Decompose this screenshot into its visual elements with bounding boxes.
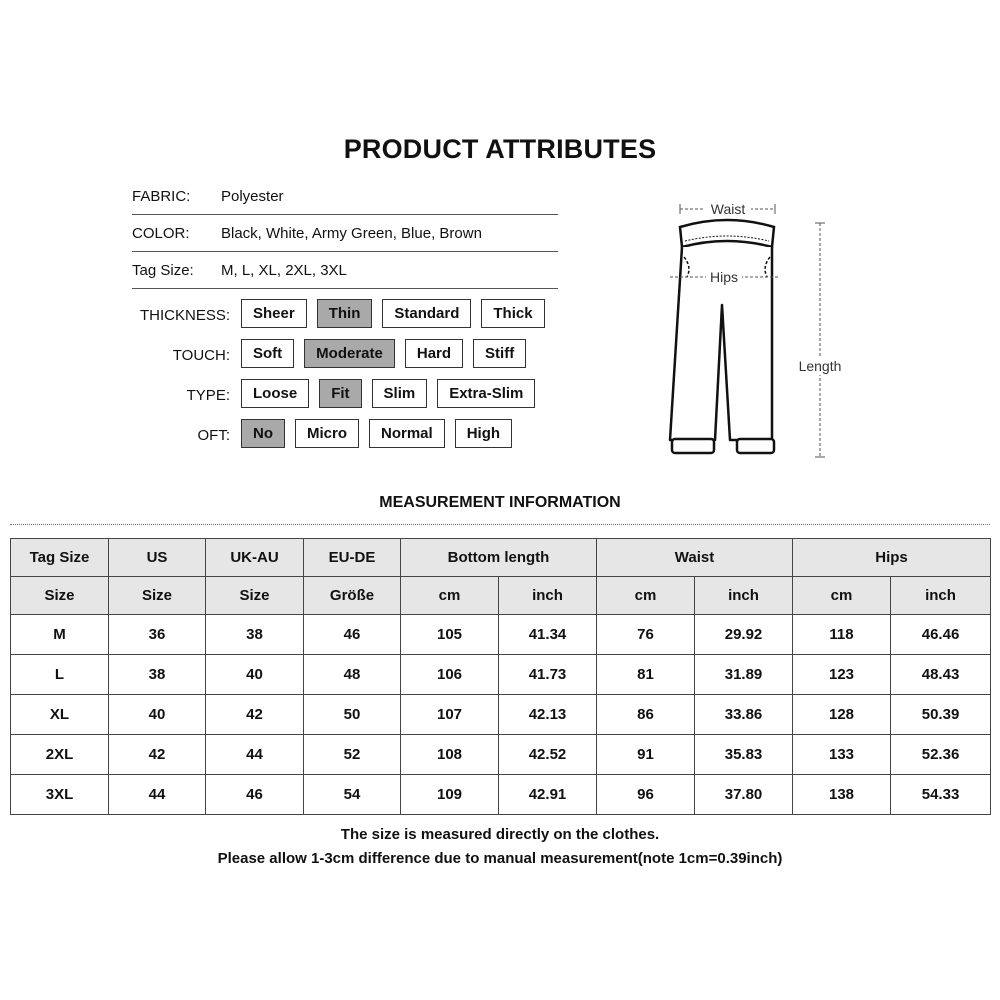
table-cell: XL bbox=[11, 695, 109, 735]
table-cell: 42.91 bbox=[499, 775, 597, 815]
table-subheader-cell: cm bbox=[793, 577, 891, 615]
option-row bbox=[0, 299, 560, 330]
table-cell: 42.52 bbox=[499, 735, 597, 775]
table-cell: L bbox=[11, 655, 109, 695]
divider bbox=[132, 288, 558, 289]
table-cell: 42 bbox=[206, 695, 304, 735]
table-row bbox=[11, 695, 991, 735]
option-row bbox=[0, 379, 560, 410]
option-group bbox=[241, 419, 512, 448]
size-table bbox=[10, 538, 991, 815]
table-cell: 54 bbox=[304, 775, 401, 815]
option-micro[interactable]: Micro bbox=[295, 419, 359, 448]
table-cell: 81 bbox=[597, 655, 695, 695]
attr-label: FABRIC: bbox=[132, 188, 191, 205]
table-cell: 29.92 bbox=[695, 615, 793, 655]
table-cell: 123 bbox=[793, 655, 891, 695]
option-group bbox=[241, 299, 545, 328]
attr-label: Tag Size: bbox=[132, 262, 194, 279]
table-cell: 86 bbox=[597, 695, 695, 735]
table-header-cell: Waist bbox=[597, 539, 793, 577]
table-subheader-row bbox=[11, 577, 991, 615]
attr-label: COLOR: bbox=[132, 225, 190, 242]
table-cell: 31.89 bbox=[695, 655, 793, 695]
option-standard[interactable]: Standard bbox=[382, 299, 471, 328]
option-high[interactable]: High bbox=[455, 419, 512, 448]
table-cell: 133 bbox=[793, 735, 891, 775]
measurement-title: MEASUREMENT INFORMATION bbox=[379, 494, 621, 511]
table-subheader-cell: Size bbox=[109, 577, 206, 615]
table-cell: 44 bbox=[109, 775, 206, 815]
attr-value: Polyester bbox=[221, 188, 284, 205]
table-cell: 91 bbox=[597, 735, 695, 775]
table-cell: 44 bbox=[206, 735, 304, 775]
table-row bbox=[11, 775, 991, 815]
hips-label: Hips bbox=[709, 269, 739, 285]
table-cell: 105 bbox=[401, 615, 499, 655]
table-subheader-cell: inch bbox=[695, 577, 793, 615]
table-cell: M bbox=[11, 615, 109, 655]
table-header-cell: Bottom length bbox=[401, 539, 597, 577]
note-2: Please allow 1-3cm difference due to manual measurement(note 1cm=0.39inch) bbox=[217, 850, 783, 867]
option-row-label: THICKNESS: bbox=[139, 307, 230, 324]
table-row bbox=[11, 735, 991, 775]
table-subheader-cell: inch bbox=[891, 577, 991, 615]
option-row-label: OFT: bbox=[197, 427, 230, 444]
table-header-cell: Hips bbox=[793, 539, 991, 577]
option-sheer[interactable]: Sheer bbox=[241, 299, 307, 328]
table-header-cell: US bbox=[109, 539, 206, 577]
table-subheader-cell: cm bbox=[401, 577, 499, 615]
option-group bbox=[241, 339, 526, 368]
table-header-cell: EU-DE bbox=[304, 539, 401, 577]
table-subheader-cell: Größe bbox=[304, 577, 401, 615]
option-loose[interactable]: Loose bbox=[241, 379, 309, 408]
table-cell: 46 bbox=[206, 775, 304, 815]
table-row bbox=[11, 655, 991, 695]
table-cell: 52.36 bbox=[891, 735, 991, 775]
table-subheader-cell: cm bbox=[597, 577, 695, 615]
table-cell: 2XL bbox=[11, 735, 109, 775]
option-normal[interactable]: Normal bbox=[369, 419, 445, 448]
option-slim[interactable]: Slim bbox=[372, 379, 428, 408]
waist-label: Waist bbox=[710, 201, 746, 217]
table-cell: 52 bbox=[304, 735, 401, 775]
table-cell: 48.43 bbox=[891, 655, 991, 695]
table-cell: 41.34 bbox=[499, 615, 597, 655]
option-moderate[interactable]: Moderate bbox=[304, 339, 395, 368]
table-cell: 37.80 bbox=[695, 775, 793, 815]
table-cell: 41.73 bbox=[499, 655, 597, 695]
pants-diagram bbox=[660, 195, 860, 470]
divider bbox=[132, 251, 558, 252]
table-cell: 42 bbox=[109, 735, 206, 775]
table-cell: 46 bbox=[304, 615, 401, 655]
table-cell: 40 bbox=[109, 695, 206, 735]
length-label: Length bbox=[798, 358, 842, 374]
option-thick[interactable]: Thick bbox=[481, 299, 544, 328]
option-no[interactable]: No bbox=[241, 419, 285, 448]
table-header-row bbox=[11, 539, 991, 577]
pants-illustration bbox=[660, 195, 860, 470]
table-cell: 50 bbox=[304, 695, 401, 735]
table-cell: 36 bbox=[109, 615, 206, 655]
table-cell: 33.86 bbox=[695, 695, 793, 735]
table-cell: 128 bbox=[793, 695, 891, 735]
table-cell: 38 bbox=[206, 615, 304, 655]
option-row bbox=[0, 339, 560, 370]
option-hard[interactable]: Hard bbox=[405, 339, 463, 368]
table-cell: 35.83 bbox=[695, 735, 793, 775]
option-soft[interactable]: Soft bbox=[241, 339, 294, 368]
page-title: PRODUCT ATTRIBUTES bbox=[343, 134, 657, 164]
option-fit[interactable]: Fit bbox=[319, 379, 361, 408]
table-subheader-cell: Size bbox=[11, 577, 109, 615]
option-row-label: TOUCH: bbox=[172, 347, 230, 364]
option-group bbox=[241, 379, 535, 408]
table-row bbox=[11, 615, 991, 655]
note-1: The size is measured directly on the clothes. bbox=[340, 826, 660, 843]
attr-value: Black, White, Army Green, Blue, Brown bbox=[221, 225, 482, 242]
table-header-cell: Tag Size bbox=[11, 539, 109, 577]
table-cell: 107 bbox=[401, 695, 499, 735]
option-thin[interactable]: Thin bbox=[317, 299, 373, 328]
table-cell: 50.39 bbox=[891, 695, 991, 735]
table-subheader-cell: inch bbox=[499, 577, 597, 615]
option-row bbox=[0, 419, 560, 450]
table-cell: 118 bbox=[793, 615, 891, 655]
table-cell: 40 bbox=[206, 655, 304, 695]
option-stiff[interactable]: Stiff bbox=[473, 339, 526, 368]
option-row-label: TYPE: bbox=[186, 387, 230, 404]
table-cell: 76 bbox=[597, 615, 695, 655]
table-cell: 106 bbox=[401, 655, 499, 695]
table-cell: 3XL bbox=[11, 775, 109, 815]
dotted-divider bbox=[10, 524, 990, 525]
table-cell: 138 bbox=[793, 775, 891, 815]
divider bbox=[132, 214, 558, 215]
table-cell: 42.13 bbox=[499, 695, 597, 735]
table-cell: 54.33 bbox=[891, 775, 991, 815]
table-header-cell: UK-AU bbox=[206, 539, 304, 577]
table-cell: 48 bbox=[304, 655, 401, 695]
table-subheader-cell: Size bbox=[206, 577, 304, 615]
attr-value: M, L, XL, 2XL, 3XL bbox=[221, 262, 347, 279]
table-cell: 46.46 bbox=[891, 615, 991, 655]
table-cell: 109 bbox=[401, 775, 499, 815]
option-extra-slim[interactable]: Extra-Slim bbox=[437, 379, 535, 408]
table-cell: 108 bbox=[401, 735, 499, 775]
table-cell: 96 bbox=[597, 775, 695, 815]
table-cell: 38 bbox=[109, 655, 206, 695]
